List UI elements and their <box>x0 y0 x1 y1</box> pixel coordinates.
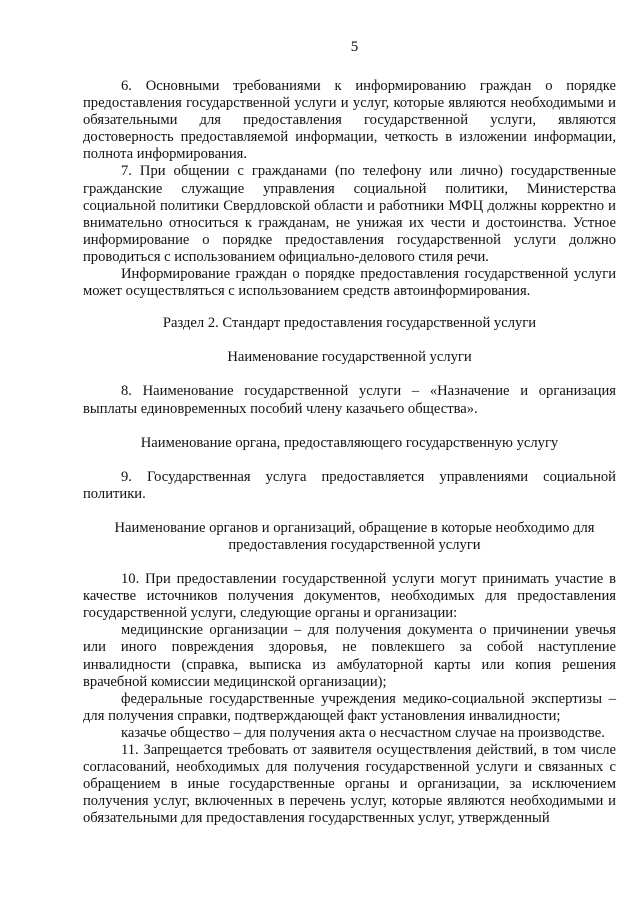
paragraph-10-federal: федеральные государственные учреждения медико-социальной экспертизы – для получения справки, подтверждающей факт установления инвалидности; <box>83 690 616 724</box>
paragraph-7: 7. При общении с гражданами (по телефону или лично) государственные гражданские служащие управления социальной политики, Министерства социальной политики Свердловской области и работники МФЦ должны корректно и внимательно относиться к гражданам, не унижая их чести и достоинства. Устное информирование о порядке предоставления государственной услуги должно проводиться с использованием официально-делового стиля речи. <box>83 163 616 265</box>
paragraph-6: 6. Основными требованиями к информированию граждан о порядке предоставления государственной услуги и услуг, которые являются необходимыми и обязательными для предоставления государственной услуги, являются достоверность предоставляемой информации, четкость в изложении информации, полнота информирования. <box>83 78 616 163</box>
paragraph-10-cossack: казачье общество – для получения акта о несчастном случае на производстве. <box>121 724 605 741</box>
document-body <box>83 78 616 827</box>
paragraph-7-auto-informing: Информирование граждан о порядке предоставления государственной услуги может осуществляться с использованием средств автоинформирования. <box>83 266 616 300</box>
paragraph-11: 11. Запрещается требовать от заявителя осуществления действий, в том числе согласований, необходимых для получения государственной услуги и связанных с обращением в иные государственные органы и организации, за исключением получения услуг, включенных в перечень услуг, которые являются необходимыми и обязательными для предоставления государственных услуг, утвержденный <box>83 742 616 827</box>
paragraph-8: 8. Наименование государственной услуги – «Назначение и организация выплаты единовременных пособий члену казачьего общества». <box>83 383 616 417</box>
heading-service-name: Наименование государственной услуги <box>227 349 472 366</box>
paragraph-9: 9. Государственная услуга предоставляется управлениями социальной политики. <box>83 468 616 502</box>
paragraph-10: 10. При предоставлении государственной услуги могут принимать участие в качестве источников получения документов, необходимых для предоставления государственной услуги, следующие органы и организации: <box>83 571 616 622</box>
heading-organizations: Наименование органов и организаций, обращение в которые необходимо для предоставления государственной услуги <box>114 519 595 553</box>
paragraph-10-medical: медицинские организации – для получения документа о причинении увечья или иного повреждения здоровья, не повлекшего за собой наступление инвалидности (справка, выписка из амбулаторной карты или копия решения врачебной комиссии медицинской организации); <box>83 622 616 690</box>
section-2-heading: Раздел 2. Стандарт предоставления государственной услуги <box>162 315 537 332</box>
heading-providing-organ: Наименование органа, предоставляющего государственную услугу <box>140 434 559 451</box>
page-number: 5 <box>350 39 359 55</box>
